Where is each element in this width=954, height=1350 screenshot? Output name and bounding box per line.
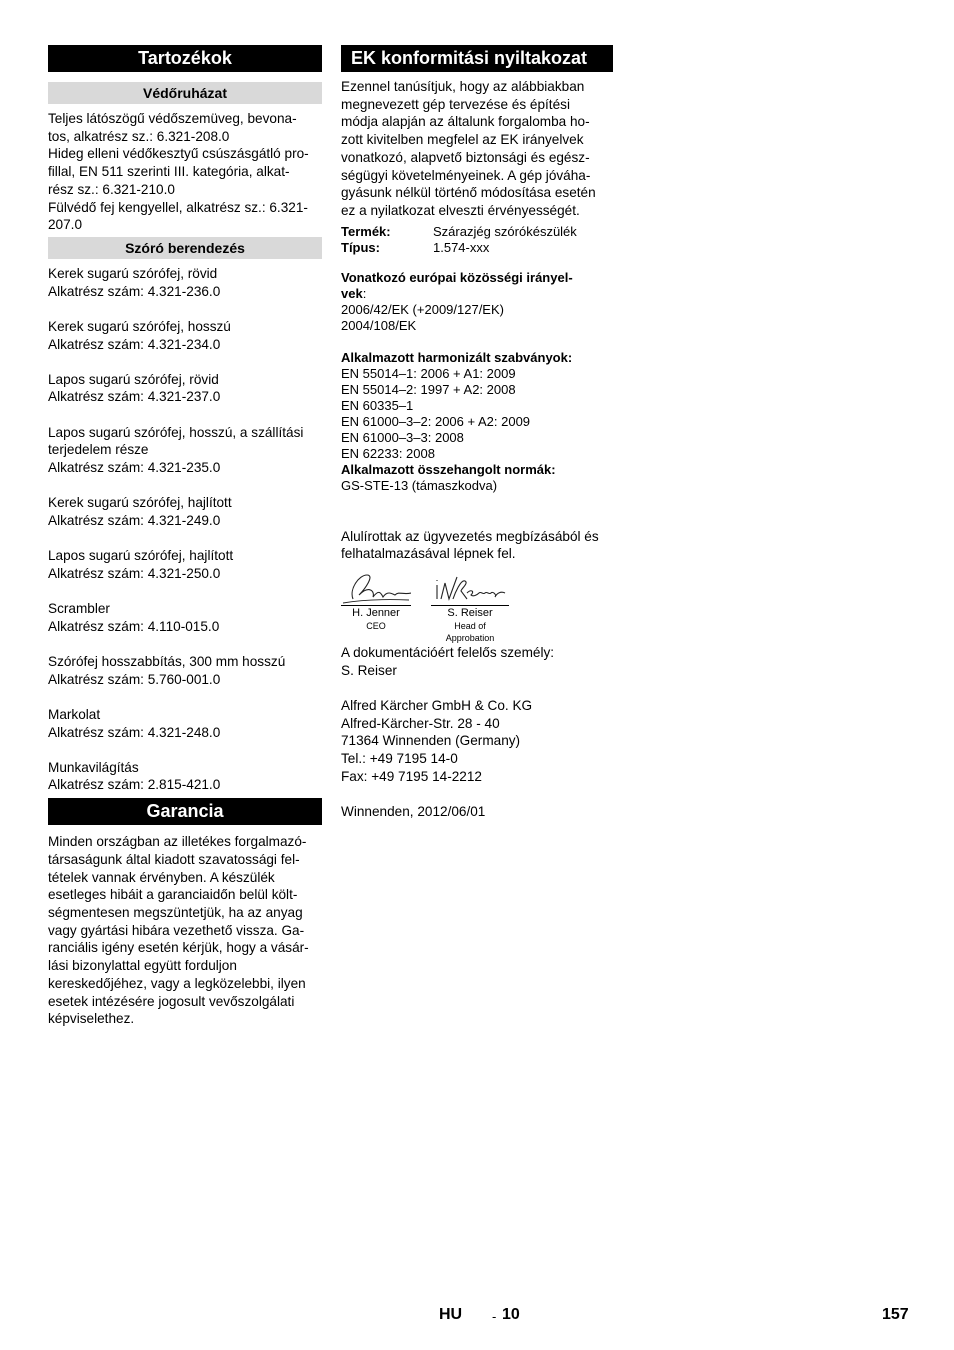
list-item — [48, 424, 322, 477]
standard-item: EN 61000–3–2: 2006 + A2: 2009 — [341, 413, 531, 429]
doc-resp-label: A dokumentációért felelős személy: — [341, 645, 555, 661]
vedoruhazat-subheading: Védőruházat — [48, 82, 322, 104]
standards-title: Alkalmazott harmonizált szabványok: — [341, 349, 573, 365]
text-line: 207.0 — [48, 217, 83, 233]
signature-reiser — [431, 569, 509, 644]
text-line: zott kivitelben megfelel az EK irányelvek — [341, 132, 584, 148]
text-line: Ezennel tanúsítjuk, hogy az alábbiakban — [341, 79, 585, 94]
text-line: megnevezett gép tervezése és építési — [341, 96, 570, 112]
vedoruhazat-text — [48, 110, 322, 234]
signatures — [341, 569, 613, 644]
list-item — [48, 318, 322, 353]
page-footer — [0, 1306, 954, 1328]
list-item — [48, 547, 322, 582]
declaration-intro — [341, 78, 613, 220]
standard-item: EN 62233: 2008 — [341, 445, 435, 461]
address-line: Tel.: +49 7195 14-0 — [341, 751, 458, 767]
directive-item: 2004/108/EK — [341, 317, 417, 333]
product-info — [341, 224, 613, 256]
address-line: Alfred-Kärcher-Str. 28 - 40 — [341, 715, 500, 731]
item-name: Munkavilágítás — [48, 759, 139, 775]
text-line: felhatalmazásával lépnek fel. — [341, 546, 516, 562]
directives-block — [341, 270, 613, 334]
place-date: Winnenden, 2012/06/01 — [341, 803, 486, 819]
type-value: 1.574-xxx — [433, 239, 490, 255]
accessory-list — [48, 265, 322, 794]
standard-item: EN 55014–2: 1997 + A2: 2008 — [341, 381, 516, 397]
item-name: Lapos sugarú szórófej, rövid — [48, 371, 219, 387]
signer-title: CEO — [366, 621, 386, 632]
item-name: Kerek sugarú szórófej, hajlított — [48, 495, 232, 511]
text-line: ségmentesen megszüntetjük, ha az anyag — [48, 905, 303, 920]
text-line: ez a nyilatkozat elveszti érvényességét. — [341, 202, 580, 218]
item-part-number: Alkatrész szám: 5.760-001.0 — [48, 671, 221, 687]
text-line: Alulírottak az ügyvezetés megbízásából és — [341, 528, 599, 544]
language-code: HU — [439, 1306, 463, 1323]
text-line: rész sz.: 6.321-210.0 — [48, 181, 175, 197]
text-line: módja alapján az általunk forgalomba ho- — [341, 114, 590, 130]
signer-name: H. Jenner — [341, 605, 411, 620]
directives-colon: : — [362, 285, 367, 301]
item-part-number: Alkatrész szám: 4.321-250.0 — [48, 565, 221, 581]
type-label: Típus: — [341, 239, 380, 255]
company-address — [341, 697, 613, 786]
text-line: Minden országban az illetékes forgalmazó- — [48, 834, 307, 850]
item-name: Kerek sugarú szórófej, rövid — [48, 265, 218, 281]
doc-resp-name: S. Reiser — [341, 662, 397, 678]
signer-name: S. Reiser — [431, 605, 509, 620]
ek-heading: EK konformitási nyiltakozat — [341, 45, 613, 72]
text-line: esetleges hibáit a garanciaidőn belül költ- — [48, 887, 298, 903]
text-line: gyásunk nélkül történő módosítása esetén — [341, 185, 596, 201]
list-item — [48, 494, 322, 529]
product-label: Termék: — [341, 223, 391, 239]
item-name: Lapos sugarú szórófej, hosszú, a szállítási terjedelem része — [48, 424, 304, 458]
item-part-number: Alkatrész szám: 4.321-248.0 — [48, 724, 221, 740]
text-line: Hideg elleni védőkesztyű csúszásgátló pro- — [48, 146, 309, 162]
handwritten-signature-jenner — [341, 569, 411, 605]
text-line: kereskedőjéhez, vagy a legközelebbi, ilyen — [48, 975, 306, 991]
text-line: társaságunk által kiadott szavatossági fel- — [48, 851, 300, 867]
doc-responsible — [341, 644, 613, 679]
list-item — [48, 653, 322, 688]
norms-title: Alkalmazott összehangolt normák: — [341, 461, 556, 477]
item-part-number: Alkatrész szám: 4.321-236.0 — [48, 283, 221, 299]
standard-item: EN 55014–1: 2006 + A1: 2009 — [341, 365, 516, 381]
item-part-number: Alkatrész szám: 2.815-421.0 — [48, 777, 221, 793]
text-line: vagy gyártási hibára vezethető vissza. Ga- — [48, 922, 305, 938]
text-line: képviselethez. — [48, 1011, 135, 1027]
text-line: fillal, EN 511 szerinti III. kategória, alkat- — [48, 164, 290, 180]
text-line: tételek vannak érvényben. A készülék — [48, 869, 275, 885]
text-line: vonatkozó, alapvető biztonsági és egész- — [341, 149, 590, 165]
section-page: 10 — [502, 1306, 520, 1323]
list-item — [48, 600, 322, 635]
text-line: tos, alkatrész sz.: 6.321-208.0 — [48, 128, 230, 144]
list-item — [48, 371, 322, 406]
text-line: lási bizonylattal együtt forduljon — [48, 958, 237, 974]
garancia-text — [48, 833, 322, 1028]
text-line: Teljes látószögű védőszemüveg, bevona- — [48, 111, 297, 126]
text-line: esetek intézésére jogosult vevőszolgálati — [48, 993, 295, 1009]
item-part-number: Alkatrész szám: 4.321-235.0 — [48, 460, 221, 476]
address-line: Fax: +49 7195 14-2212 — [341, 768, 482, 784]
standard-item: EN 61000–3–3: 2008 — [341, 429, 464, 445]
tartozekok-heading: Tartozékok — [48, 45, 322, 72]
handwritten-signature-reiser — [431, 569, 509, 605]
item-name: Lapos sugarú szórófej, hajlított — [48, 548, 234, 564]
szoro-subheading: Szóró berendezés — [48, 237, 322, 259]
directive-item: 2006/42/EK (+2009/127/EK) — [341, 301, 504, 317]
address-line: Alfred Kärcher GmbH & Co. KG — [341, 697, 533, 713]
item-part-number: Alkatrész szám: 4.321-249.0 — [48, 512, 221, 528]
list-item — [48, 706, 322, 741]
item-name: Markolat — [48, 706, 101, 722]
text-line: ségügyi követelményeinek. A gép jóváha- — [341, 167, 591, 183]
type-row — [341, 240, 613, 256]
signature-jenner — [341, 569, 411, 632]
product-value: Szárazjég szórókészülék — [433, 223, 577, 239]
standards-block — [341, 350, 613, 494]
item-name: Kerek sugarú szórófej, hosszú — [48, 318, 231, 334]
item-part-number: Alkatrész szám: 4.110-015.0 — [48, 618, 220, 634]
list-item — [48, 265, 322, 300]
standard-item: EN 60335–1 — [341, 397, 414, 413]
text-line: ranciális igény esetén kérjük, hogy a vásár- — [48, 940, 309, 956]
directives-title-cont: vek — [341, 285, 363, 301]
right-column — [341, 45, 613, 821]
address-line: 71364 Winnenden (Germany) — [341, 733, 521, 749]
item-name: Szórófej hosszabbítás, 300 mm hosszú — [48, 653, 286, 669]
signatory-note — [341, 528, 613, 563]
product-row — [341, 224, 613, 240]
item-part-number: Alkatrész szám: 4.321-234.0 — [48, 336, 221, 352]
left-column — [48, 45, 322, 1028]
item-name: Scrambler — [48, 601, 110, 617]
text-line: Fülvédő fej kengyellel, alkatrész sz.: 6.321- — [48, 199, 308, 215]
signer-title: Head of Approbation — [445, 621, 495, 644]
item-part-number: Alkatrész szám: 4.321-237.0 — [48, 389, 221, 405]
page-number: 157 — [882, 1306, 909, 1323]
garancia-heading: Garancia — [48, 798, 322, 825]
footer-dash: - — [492, 1309, 497, 1324]
norms-value: GS-STE-13 (támaszkodva) — [341, 477, 498, 493]
list-item — [48, 759, 322, 794]
directives-title: Vonatkozó európai közösségi irányel- — [341, 269, 573, 285]
